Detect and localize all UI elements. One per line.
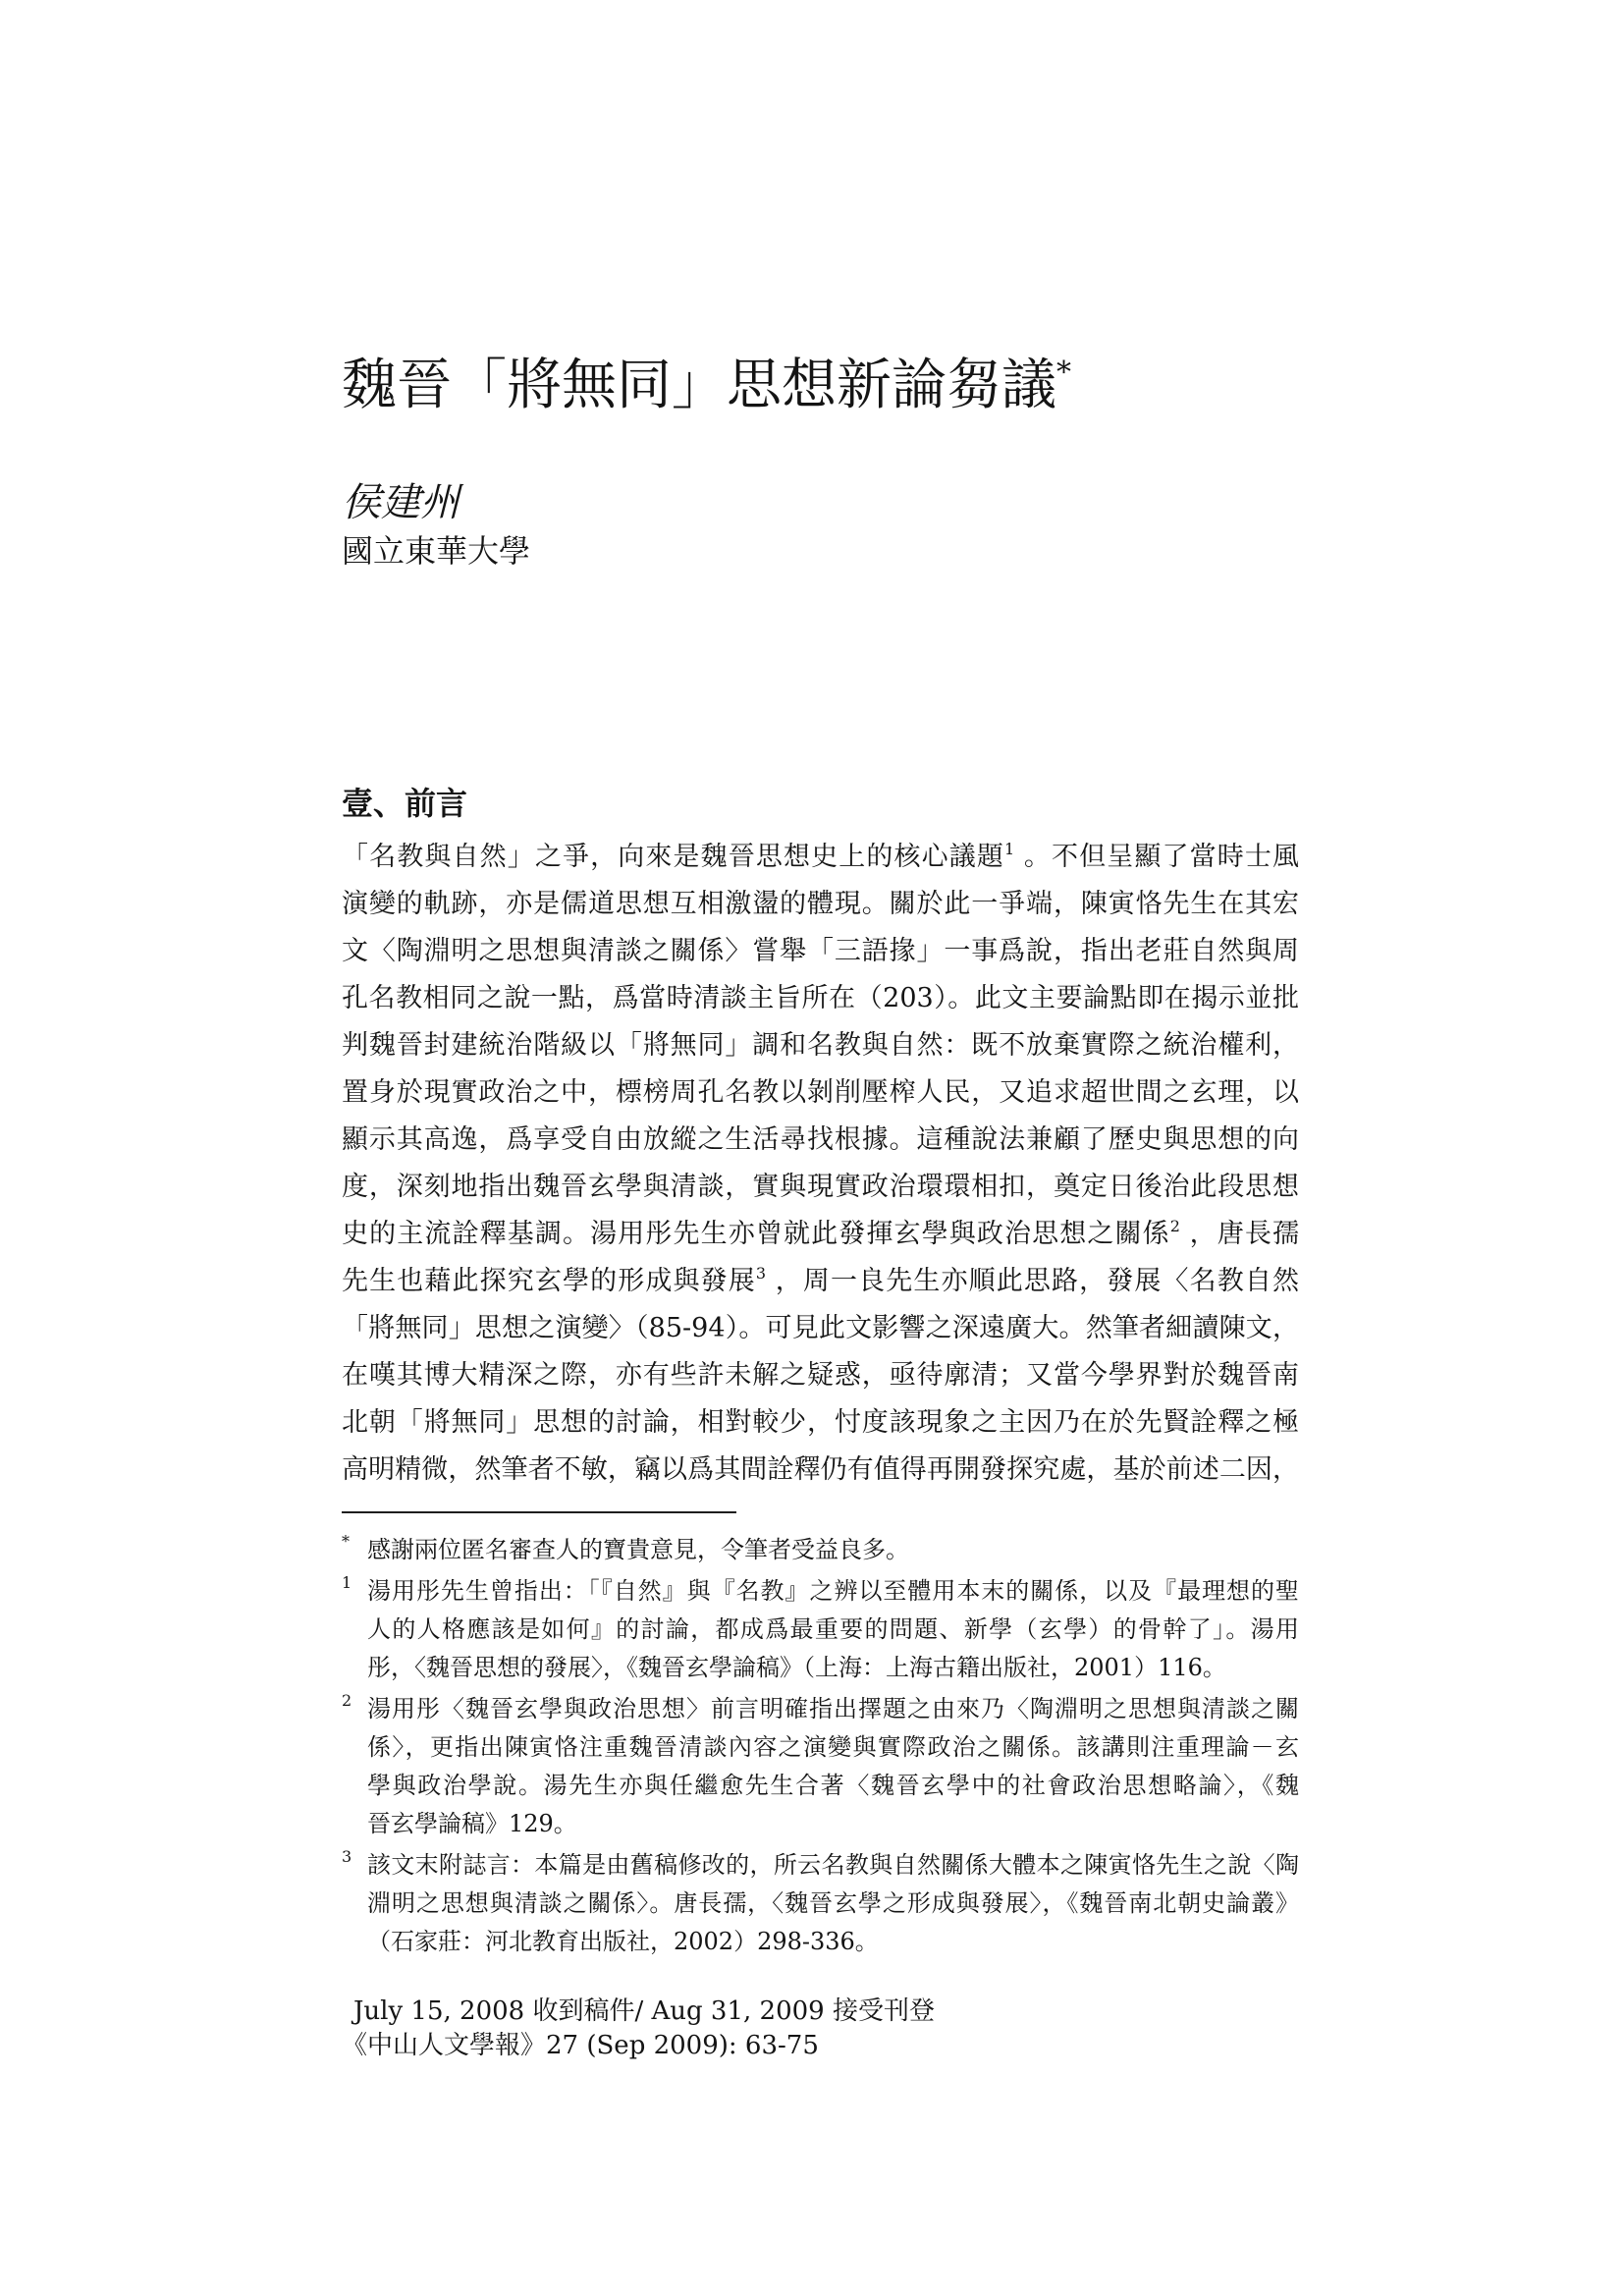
footnote-mark: 1 bbox=[342, 1573, 352, 1592]
received-accepted-dates: July 15, 2008 收到稿件/ Aug 31, 2009 接受刊登 bbox=[353, 1996, 935, 2026]
body-text: 「將無同」思想之演變〉（85-94）。可見此文影響之深遠廣大。然筆者細讀陳文， bbox=[342, 1313, 1299, 1343]
body-line bbox=[342, 1352, 1299, 1399]
footnote-mark: 2 bbox=[342, 1691, 352, 1710]
body-line bbox=[342, 975, 1299, 1022]
footnote bbox=[342, 1690, 1299, 1843]
body-text: 度，深刻地指出魏晉玄學與清談，實與現實政治環環相扣，奠定日後治此段思想 bbox=[342, 1172, 1299, 1202]
paper-title bbox=[342, 352, 1071, 420]
footnote-line: 學與政治學說。湯先生亦與任繼愈先生合著〈魏晉玄學中的社會政治思想略論〉，《魏 bbox=[367, 1772, 1299, 1799]
body-line bbox=[342, 1069, 1299, 1117]
body-text: 。不但呈顯了當時士風 bbox=[1014, 842, 1299, 872]
footnote-reference: 1 bbox=[1003, 840, 1015, 858]
footnote bbox=[342, 1572, 1299, 1687]
body-line bbox=[342, 1447, 1299, 1494]
title-footnote-mark: * bbox=[1056, 355, 1071, 390]
footnote-reference: 2 bbox=[1169, 1217, 1180, 1235]
body-text: ，周一良先生亦順此思路，發展〈名教自然 bbox=[766, 1266, 1300, 1296]
body-text: 「名教與自然」之爭，向來是魏晉思想史上的核心議題 bbox=[342, 842, 1004, 872]
footnote-line: 該文末附誌言：本篇是由舊稿修改的，所云名教與自然關係大體本之陳寅恪先生之說〈陶 bbox=[367, 1851, 1299, 1879]
body-text: 顯示其高逸，爲享受自由放縱之生活尋找根據。這種說法兼顧了歷史與思想的向 bbox=[342, 1124, 1299, 1155]
body-text: 判魏晉封建統治階級以「將無同」調和名教與自然：既不放棄實際之統治權利， bbox=[342, 1030, 1299, 1061]
body-line bbox=[342, 1399, 1299, 1447]
body-line bbox=[342, 1305, 1299, 1352]
body-text: ，唐長孺 bbox=[1179, 1219, 1300, 1249]
footnote-mark: * bbox=[342, 1532, 350, 1551]
body-line bbox=[342, 1258, 1299, 1305]
body-line bbox=[342, 1164, 1299, 1211]
body-text: 高明精微，然筆者不敏，竊以爲其間詮釋仍有值得再開發探究處，基於前述二因， bbox=[342, 1454, 1299, 1485]
body-line bbox=[342, 1022, 1299, 1069]
footnote bbox=[342, 1531, 1299, 1569]
body-text: 文〈陶淵明之思想與清談之關係〉嘗舉「三語掾」一事爲說，指出老莊自然與周 bbox=[342, 936, 1299, 966]
footnote-line: 湯用彤〈魏晉玄學與政治思想〉前言明確指出擇題之由來乃〈陶淵明之思想與清談之關 bbox=[367, 1695, 1299, 1722]
body-text: 先生也藉此探究玄學的形成與發展 bbox=[342, 1266, 756, 1296]
footnote-line: 湯用彤先生曾指出：「『自然』與『名教』之辨以至體用本末的關係，以及『最理想的聖 bbox=[367, 1577, 1299, 1605]
body-line bbox=[342, 928, 1299, 975]
body-text: 史的主流詮釋基調。湯用彤先生亦曾就此發揮玄學與政治思想之關係 bbox=[342, 1219, 1170, 1249]
footnote-line: 晉玄學論稿》129。 bbox=[367, 1810, 577, 1837]
journal-citation: 《中山人文學報》27 (Sep 2009): 63-75 bbox=[342, 2031, 819, 2060]
footnote bbox=[342, 1846, 1299, 1961]
footnote-line: 感謝兩位匿名審查人的寶貴意見，令筆者受益良多。 bbox=[367, 1536, 909, 1563]
author-affiliation: 國立東華大學 bbox=[342, 532, 531, 570]
footnotes-block bbox=[342, 1531, 1299, 1964]
footnote-divider bbox=[342, 1511, 736, 1513]
body-paragraph bbox=[342, 834, 1299, 1494]
footnote-line: 淵明之思想與清談之關係〉。唐長孺，〈魏晉玄學之形成與發展〉，《魏晉南北朝史論叢》 bbox=[367, 1889, 1299, 1917]
paper-title-text: 魏晉「將無同」思想新論芻議 bbox=[342, 354, 1056, 417]
body-line bbox=[342, 1117, 1299, 1164]
body-line bbox=[342, 1211, 1299, 1258]
body-line bbox=[342, 834, 1299, 881]
author-name: 侯建州 bbox=[342, 480, 460, 525]
footnote-reference: 3 bbox=[755, 1264, 767, 1283]
body-text: 演變的軌跡，亦是儒道思想互相激盪的體現。關於此一爭端，陳寅恪先生在其宏 bbox=[342, 889, 1299, 919]
footnote-line: 彤，〈魏晉思想的發展〉，《魏晉玄學論稿》（上海：上海古籍出版社，2001）116。 bbox=[367, 1654, 1226, 1681]
section-heading: 壹、前言 bbox=[342, 785, 468, 822]
footnote-mark: 3 bbox=[342, 1847, 352, 1866]
body-text: 北朝「將無同」思想的討論，相對較少，忖度該現象之主因乃在於先賢詮釋之極 bbox=[342, 1407, 1299, 1438]
body-text: 置身於現實政治之中，標榜周孔名教以剝削壓榨人民，又追求超世間之玄理，以 bbox=[342, 1077, 1299, 1108]
publication-info bbox=[342, 1995, 935, 2063]
body-line bbox=[342, 881, 1299, 928]
body-text: 孔名教相同之說一點，爲當時清談主旨所在（203）。此文主要論點即在揭示並批 bbox=[342, 983, 1299, 1013]
footnote-line: 人的人格應該是如何』的討論，都成爲最重要的問題、新學（玄學）的骨幹了」。湯用 bbox=[367, 1615, 1299, 1643]
body-text: 在嘆其博大精深之際，亦有些許未解之疑惑，亟待廓清；又當今學界對於魏晉南 bbox=[342, 1360, 1299, 1391]
footnote-line: 係〉，更指出陳寅恪注重魏晉清談內容之演變與實際政治之關係。該講則注重理論－玄 bbox=[367, 1733, 1299, 1761]
footnote-line: （石家莊：河北教育出版社，2002）298-336。 bbox=[367, 1928, 879, 1955]
